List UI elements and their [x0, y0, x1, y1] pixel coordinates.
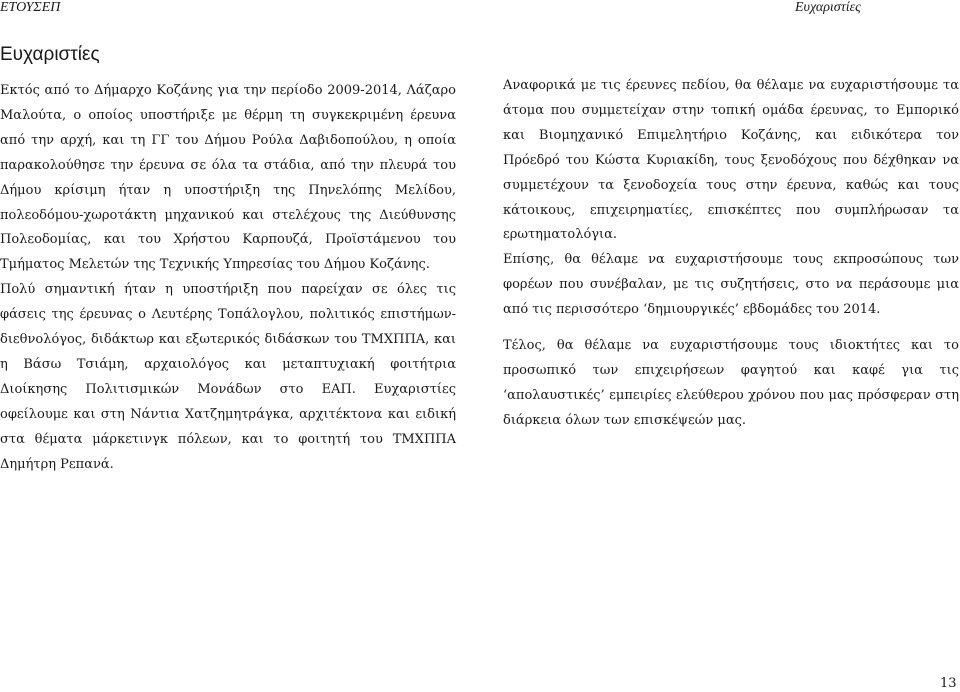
running-header: [0, 0, 960, 20]
running-header-publisher: ΕΤΟΥΣΕΠ: [0, 0, 61, 15]
paragraph-stakeholders: Επίσης, θα θέλαμε να ευχαριστήσουμε τους εκπροσώπους των φορέων που συνέβαλαν, με τις συζητήσεις, στο να περάσουμε μια από τις περισσότερο ‘δημιουργικές’ εβδομάδες του 2014.: [503, 252, 959, 318]
paragraph-municipality-support: Εκτός από το Δήμαρχο Κοζάνης για την περίοδο 2009-2014, Λάζαρο Μαλούτα, ο οποίος υποστήριξε με θέρμη τη συγκεκριμένη έρευνα από την αρχή, και τη ΓΓ του Δήμου Ρούλα Δαβιδοπούλου, η οποία παρακολούθησε την έρευνα σε όλα τα στάδια, από την πλευρά του Δήμου κρίσιμη ήταν η υποστήριξη της Πηνελόπης Μελίδου, πολεοδόμου-χωροτάκτη μηχανικού και στελέχους της Διεύθυνσης Πολεοδομίας, και του Χρήστου Καρπουζά, Προϊστάμενου του Τμήματος Μελετών της Τεχνικής Υπηρεσίας του Δήμου Κοζάνης.: [0, 83, 456, 273]
paragraph-research-support: Πολύ σημαντική ήταν η υποστήριξη που παρείχαν σε όλες τις φάσεις της έρευνας ο Λευτέρης Τοπάλογλου, πολιτικός επιστήμων-διεθνολόγος, διδάκτωρ και εξωτερικός διδάσκων του ΤΜΧΠΠΑ, και η Βάσω Τσιάμη, αρχαιολόγος και μεταπτυχιακή φοιτήτρια Διοίκησης Πολιτισμικών Μονάδων στο ΕΑΠ. Ευχαριστίες οφείλουμε και στη Νάντια Χατζημητράγκα, αρχιτέκτονα και ειδική στα θέματα μάρκετινγκ πόλεων, και το φοιτητή του ΤΜΧΠΠΑ Δημήτρη Ρεπανά.: [0, 282, 456, 472]
left-text-column: [0, 79, 456, 478]
paragraph-closing-thanks: Τέλος, θα θέλαμε να ευχαριστήσουμε τους ιδιοκτήτες και το προσωπικό των επιχειρήσεων φαγητού και καφέ για τις ‘απολαυστικές’ εμπειρίες ελεύθερου χρόνου που μας πρόσφεραν στη διάρκεια όλων των επισκέψεών μας.: [503, 338, 959, 428]
running-header-chapter: Ευχαριστίες: [795, 0, 861, 15]
section-title: Ευχαριστίες: [0, 44, 100, 65]
right-text-column: [503, 74, 959, 434]
page-number: 13: [940, 676, 957, 691]
paragraph-field-research: Αναφορικά με τις έρευνες πεδίου, θα θέλαμε να ευχαριστήσουμε τα άτομα που συμμετείχαν στην τοπική ομάδα έρευνας, το Εμπορικό και Βιομηχανικό Επιμελητήριο Κοζάνης, και ειδικότερα τον Πρόεδρό του Κώστα Κυριακίδη, τους ξενοδόχους που δέχθηκαν να συμμετέχουν τα ξενοδοχεία τους στην έρευνα, καθώς και τους κάτοικους, επιχειρηματίες, επισκέπτες που συμπλήρωσαν τα ερωτηματολόγια.: [503, 78, 959, 243]
